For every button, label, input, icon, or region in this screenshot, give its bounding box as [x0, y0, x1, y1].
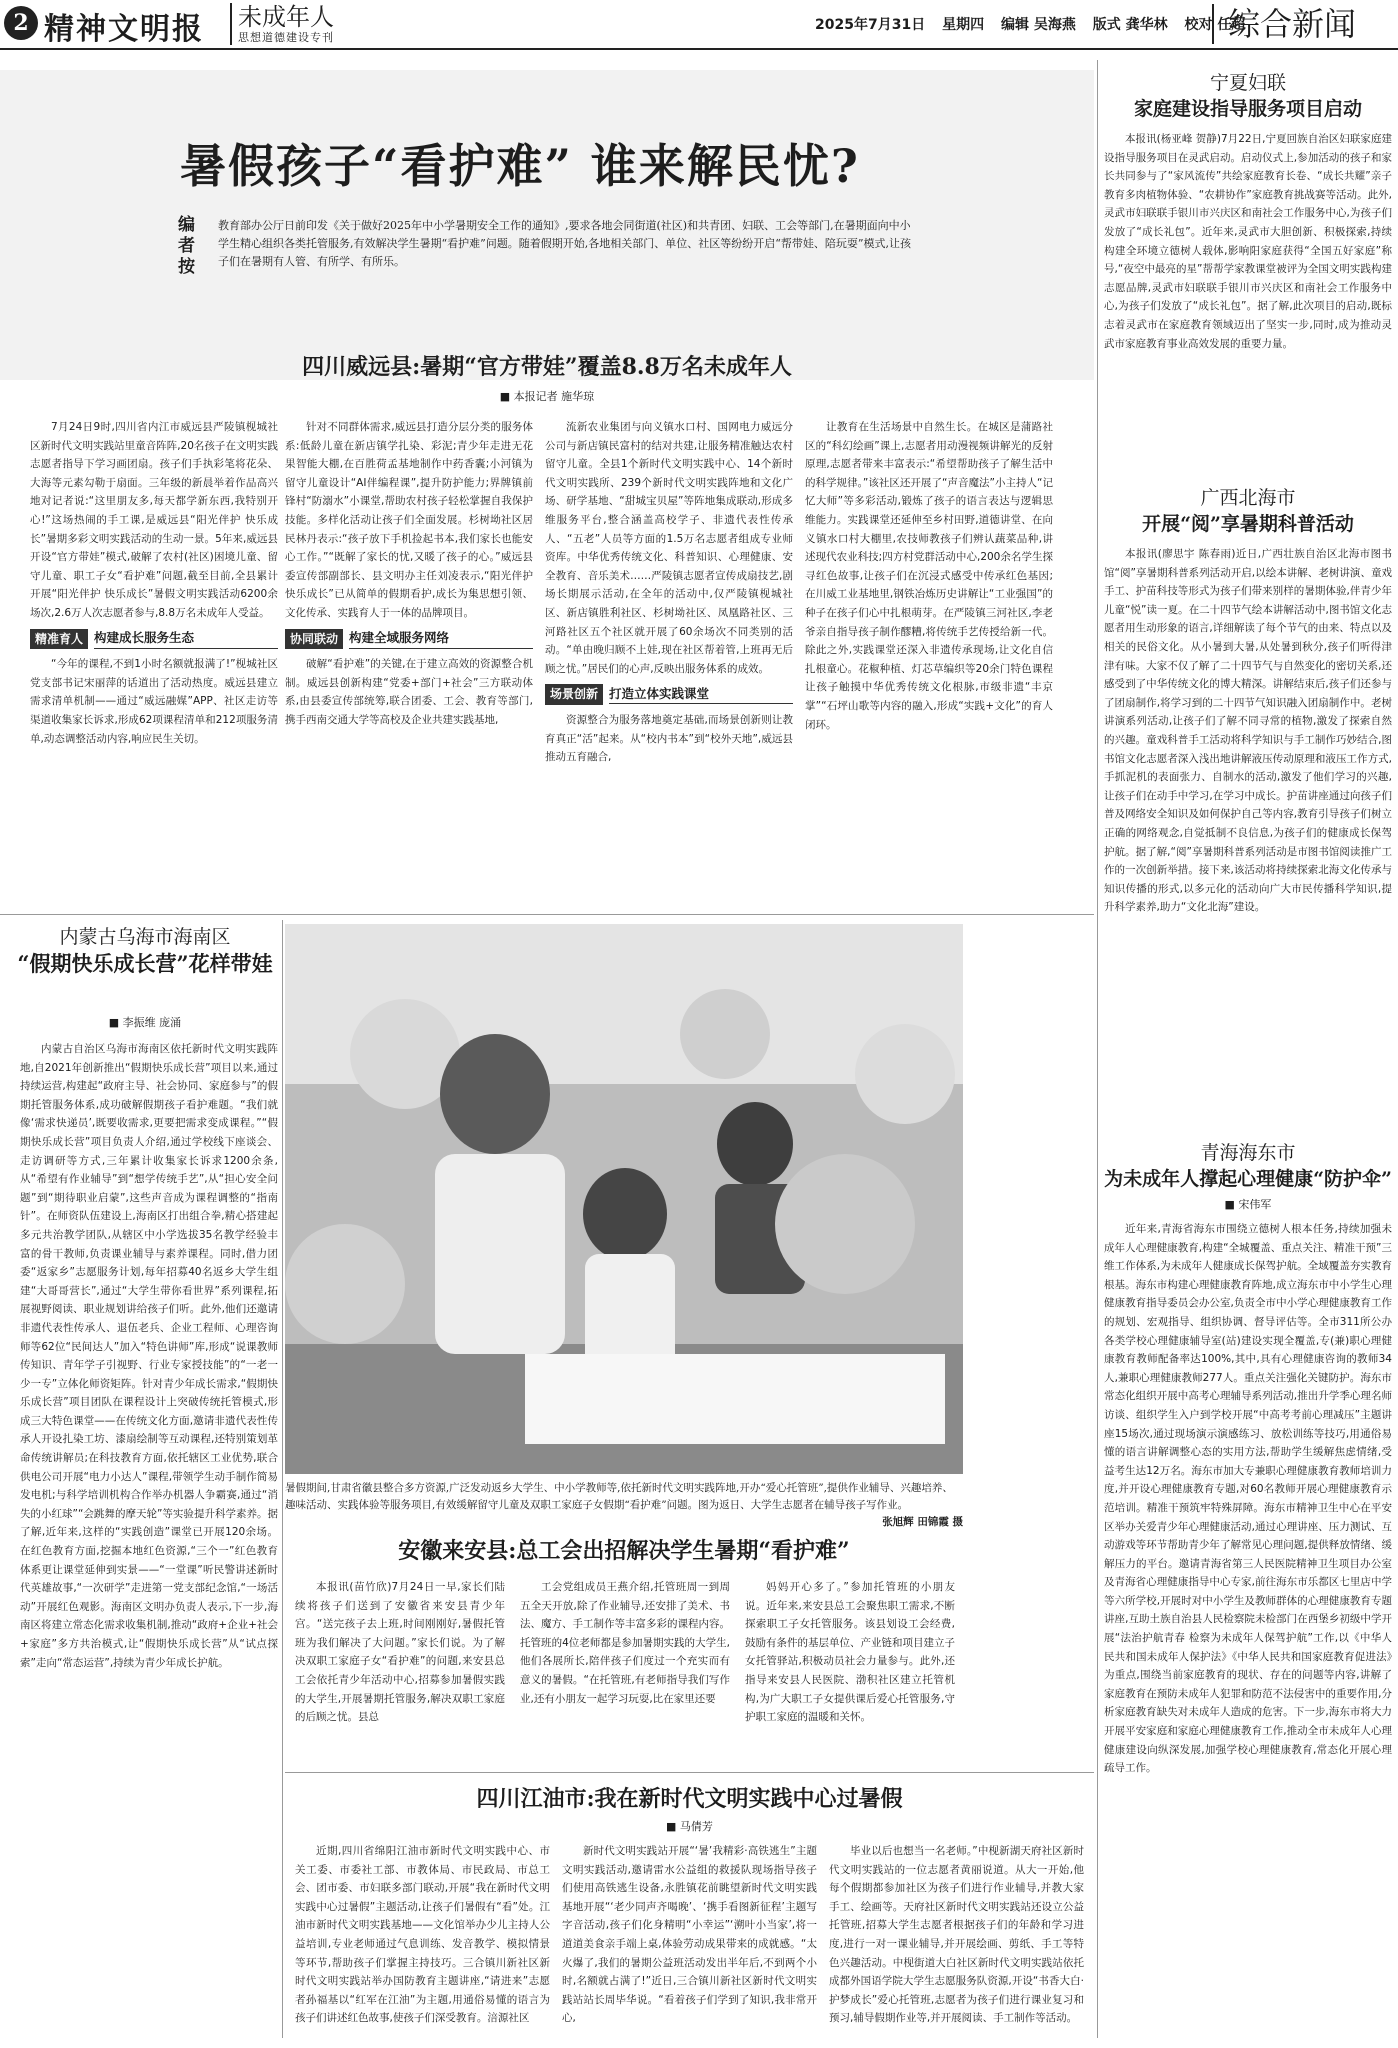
article-weiyuan-col2	[285, 418, 533, 908]
article-neimenggu-title-line2: “假期快乐成长营”花样带娃	[17, 951, 273, 976]
article-anhui-col2	[520, 1578, 730, 1763]
article-anhui-title: 安徽来安县:总工会出招解决学生暑期“看护难”	[398, 1538, 850, 1564]
article-guangxi-title	[1104, 485, 1392, 537]
article-weiyuan-col1	[30, 418, 278, 908]
article-qinghai-body	[1104, 1220, 1392, 2020]
article-qinghai-title-line2: 为未成年人撑起心理健康“防护伞”	[1104, 1168, 1392, 1190]
article-weiyuan-col3	[545, 418, 793, 908]
article-neimenggu-title-line1: 内蒙古乌海市海南区	[59, 926, 231, 948]
paragraph: 本报讯(杨亚峰 贺静)7月22日,宁夏回族自治区妇联家庭建设指导服务项目在灵武启动。启动仪式上,参加活动的孩子和家长共同参与了“家风流传”共绘家庭教育长卷、“成长共耀”亲子教育多肉植物体验、“农耕协作”家庭教育挑战赛等活动。此外,灵武市妇联联手银川市兴庆区和南社会工作服务中心,为孩子们发放了“成长礼包”。近年来,灵武市大胆创新、积极探索,持续构建全环境立德树人载体,影响阳家庭获得“全国五好家庭”称号,“夜空中最亮的星”帮帮学家教课堂被评为全国文明实践构建志愿品牌,灵武市妇联联手银川市兴庆区和南社会工作服务中心,为孩子们发放了“成长礼包”。据了解,此次项目的启动,既标志着灵武市在家庭教育领域迈出了坚实一步,同时,成为推动灵武市家庭教育事业高效发展的重要力量。	[1104, 133, 1392, 350]
paragraph: 破解“看护难”的关键,在于建立高效的资源整合机制。威远县创新构建“党委+部门+社会”三方联动体系,由县委宣传部统筹,联合团委、工会、教育等部门,携手西南交通大学等高校及企业共建实践基地,	[285, 658, 533, 726]
paragraph: 近期,四川省绵阳江油市新时代文明实践中心、市关工委、市委社工部、市教体局、市民政局、市总工会、团市委、市妇联多部门联动,开展“我在新时代文明实践中心过暑假”主题活动,让孩子们暑假有“看”处。江油市新时代文明实践基地——文化馆举办少儿主持人公益培训,专业老师通过气息训练、发音教学、模拟情景等环节,帮助孩子们掌握主持技巧。三合镇川新社区新时代文明实践站举办国防教育主题讲座,“请进来”志愿者孙福基以“红军在江油”为主题,用通俗易懂的语言为孩子们讲述红色故事,使孩子们深受教育。涪源社区	[295, 1845, 550, 2025]
special-issue-subtitle: 思想道德建设专刊	[238, 31, 334, 44]
hero-title: 暑假孩子“看护难” 谁来解民忧?	[180, 139, 860, 193]
article-guangxi-body	[1104, 545, 1392, 1120]
article-anhui-col3	[745, 1578, 955, 1763]
subhead-tag: 精准育人	[30, 629, 88, 650]
article-qinghai-author: ■ 宋伟军	[1224, 1198, 1272, 1211]
subhead	[545, 684, 793, 705]
photo-caption	[285, 1480, 963, 1531]
article-jiangyou-col2	[562, 1842, 817, 2038]
issue-weekday: 星期四	[942, 17, 985, 33]
paragraph: 毕业以后也想当一名老师。”中枧新湖天府社区新时代文明实践站的一位志愿者黄丽说道。从大一开始,他每个假期都参加社区为孩子们进行作业辅导,并教大家手工、绘画等。天府社区新时代文明实践站还设立公益托管班,招募大学生志愿者根据孩子们的年龄和学习进度,进行一对一课业辅导,并开展绘画、剪纸、手工等特色兴趣活动。中枧街道大白社区新时代文明实践站依托成都外国语学院大学生志愿服务队资源,开设“书香大白·护梦成长”爱心托管班,志愿者为孩子们进行课业复习和预习,辅导假期作业等,并开展阅读、手工制作等活动。	[829, 1845, 1084, 2025]
article-neimenggu-author: ■ 李振维 庞涌	[108, 1016, 182, 1029]
paragraph: 工会党组成员王燕介绍,托管班周一到周五全天开放,除了作业辅导,还安排了美术、书法、魔方、手工制作等丰富多彩的课程内容。托管班的4位老师都是参加暑期实践的大学生,他们各展所长,陪伴孩子们度过一个充实而有意义的暑假。“在托管班,有老师指导我们写作业,还有小朋友一起学习玩耍,比在家里还要	[520, 1581, 730, 1705]
paragraph: 新时代文明实践站开展“‘暑’我精彩·高铁逃生”主题文明实践活动,邀请雷水公益组的救援队现场指导孩子们使用高铁逃生设备,永胜镇花前眺望新时代文明实践基地开展“‘老少同声齐喝晚’、‘携手看图新征程’主题写字音活动,孩子们化身精明“小幸运”‘溯叶小当家’,将一道道美食亲手端上桌,体验劳动成果带来的成就感。“太火爆了,我们的暑期公益班活动发出半年后,不到两个小时,名额就占满了!”近日,三合镇川新社区新时代文明实践站站长周毕华说。“看着孩子们学到了知识,我非常开心,	[562, 1845, 817, 2025]
divider	[0, 914, 1094, 915]
subhead-tag: 场景创新	[545, 684, 603, 705]
paragraph: 本报讯(廖思宇 陈春雨)近日,广西壮族自治区北海市图书馆“阅”享暑期科普系列活动开启,以绘本讲解、老树讲演、童戏手工、护苗科技等形式为孩子们带来别样的暑期体验,伴青少年儿童“悦”读一夏。在二十四节气绘本讲解活动中,图书馆文化志愿者用生动形象的语言,详细解读了每个节气的由来、特点以及相关的民俗文化。从小暑到大暑,从处暑到秋分,孩子们听得津津有味。大家不仅了解了二十四节气与自然变化的密切关系,还感受到了中华传统文化的博大精深。讲解结束后,孩子们还参与了团扇制作,将学习到的二十四节气知识融入团扇制作中。老树讲演系列活动,让孩子们了解不同寻常的植物,激发了探索自然的兴趣。童戏科普手工活动将科学知识与手工制作巧妙结合,图书馆文化志愿者深入浅出地讲解液压传动原理和液压工作方式,手抓泥机的表面张力、自制水的活动,激发了他们学习的兴趣,让孩子们在动手中学习,在学习中成长。护苗讲座通过向孩子们普及网络安全知识及如何保护自己等内容,教育引导孩子们树立正确的网络观念,自觉抵制不良信息,为孩子们的健康成长保驾护航。据了解,“阅”享暑期科普系列活动是市图书馆阅读推广工作的一次创新举措。接下来,该活动将持续探索北海文化传承与知识传播的形式,以多元化的活动向广大市民传播科学知识,提升科学素养,助力“文化北海”建设。	[1104, 548, 1392, 914]
subhead	[285, 629, 533, 650]
issue-info	[815, 14, 1257, 34]
photo-tutoring	[285, 924, 963, 1474]
article-ningxia-title-line2: 家庭建设指导服务项目启动	[1133, 98, 1362, 120]
photo-credit: 张旭辉 田锦霞 摄	[882, 1516, 963, 1528]
editor-note-label: 编者按	[178, 215, 195, 277]
issue-layout: 版式 龚华林	[1092, 17, 1168, 33]
subhead-text: 构建成长服务生态	[94, 629, 278, 649]
paragraph: 7月24日9时,四川省内江市威远县严陵镇枧城社区新时代文明实践站里童音阵阵,20名孩子在文明实践志愿者指导下学习画团扇。孩子们手执彩笔将花朵、大海等元素勾勒于扇面。三年级的新晨举着作品高兴地对记者说:“这里朋友多,每天都学新东西,我特别开心!”这场热闹的手工课,是威远县“阳光伴护 快乐成长”暑期多彩文明实践活动的生动一景。5年来,威远县开设“官方带娃”模式,破解了农村(社区)困境儿童、留守儿童、职工子女“看护难”问题,截至目前,全县累计开展“阳光伴护 快乐成长”暑假文明实践活动6200余场次,2.6万人次志愿者参与,8.8万名未成年人受益。	[30, 421, 278, 619]
paragraph: “今年的课程,不到1小时名额就报满了!”枧城社区党支部书记宋丽萍的话道出了活动热度。威远县建立需求清单机制——通过“威远融媒”APP、社区走访等渠道收集家长诉求,形成62项课程清单和212项服务清单,动态调整活动内容,响应民生关切。	[30, 658, 278, 745]
page-number: 2	[4, 6, 38, 40]
right-column	[1104, 70, 1392, 2038]
subhead	[30, 629, 278, 650]
subhead-tag: 协同联动	[285, 629, 343, 650]
article-neimenggu-body	[20, 1040, 278, 2030]
article-ningxia-body	[1104, 130, 1392, 465]
paragraph: 本报讯(苗竹欣)7月24日一早,家长们陆续将孩子们送到了安徽省来安县青少年宫。“送完孩子去上班,时间刚刚好,暑假托管班为我们解决了大问题。”家长们说。为了解决双职工家庭子女“看护难”的问题,来安县总工会依托青少年活动中心,招募参加暑假实践的大学生,开展暑期托管服务,解决双职工家庭的后顾之忧。县总	[295, 1581, 505, 1724]
article-neimenggu-title	[10, 924, 280, 978]
article-guangxi-title-line2: 开展“阅”享暑期科普活动	[1142, 513, 1354, 535]
divider	[1097, 60, 1098, 2038]
subhead-text: 构建全域服务网络	[349, 629, 533, 649]
article-qinghai-title	[1104, 1140, 1392, 1192]
section-name: 综合新闻	[1212, 4, 1356, 44]
issue-proof: 校对 任超	[1184, 17, 1246, 33]
article-weiyuan-col4	[805, 418, 1053, 908]
paper-name: 精神文明报	[44, 12, 204, 47]
special-issue-title	[230, 3, 334, 45]
article-anhui-col1	[295, 1578, 505, 1763]
issue-editor: 编辑 吴海燕	[1000, 17, 1076, 33]
paragraph: 流新农业集团与向义镇水口村、国网电力威远分公司与新店镇民富村的结对共建,让服务精准触达农村留守儿童。全县1个新时代文明实践中心、14个新时代文明实践所、239个新时代文明实践阵地和文化广场、研学基地、“甜城宝贝屋”等阵地集成联动,形成多维服务平台,整合涵盖高校学子、非遗代表性传承人、“五老”人员等方面的1.5万名志愿者组成专业师资库。中华优秀传统文化、科普知识、心理健康、安全教育、音乐美术……严陵镇志愿者宣传成扇技艺,剧场长期展示活动,在全年的活动中,仅严陵镇枧城社区、新店镇胜利社区、杉树坳社区、凤凰路社区、三河路社区五个社区就开展了60余场次不同类别的活动。“单由晚归顾不上娃,现在社区帮着管,上班再无后顾之忧。”居民们的心声,反映出服务体系的成效。	[545, 421, 793, 675]
paragraph: 资源整合为服务落地奠定基础,而场景创新则让教育真正“活”起来。从“校内书本”到“校外天地”,威远县推动五育融合,	[545, 713, 793, 764]
special-issue-name: 未成年人	[238, 3, 334, 31]
paragraph: 针对不同群体需求,威远县打造分层分类的服务体系:低龄儿童在新店镇学扎染、彩泥;青少年走进无花果智能大棚,在百胜荷孟基地制作中药香囊;小河镇为留守儿童设计“AI伴编程课”,提升防护能力;界牌镇前锋村“防溺水”小课堂,帮助农村孩子轻松掌握自我保护技能。多样化活动让孩子们全面发展。杉树坳社区居民林丹表示:“孩子放下手机捡起书本,我们家长也能安心工作。”“既解了家长的忧,又暖了孩子的心。”威远县委宣传部副部长、县文明办主任刘凌表示,“阳光伴护 快乐成长”已从简单的假期看护,成长为集思想引领、文化传承、实践育人于一体的品牌项目。	[285, 421, 533, 619]
divider	[285, 1772, 1094, 1773]
article-ningxia-title	[1104, 70, 1392, 122]
editor-note-text: 教育部办公厅日前印发《关于做好2025年中小学暑期安全工作的通知》,要求各地会同街道(社区)和共青团、妇联、工会等部门,在暑期面向中小学生精心组织各类托管服务,有效解决学生暑期“看护难”问题。随着假期开始,各地相关部门、单位、社区等纷纷开启“帮带娃、陪玩耍”模式,让孩子们在暑期有人管、有所学、有所乐。	[218, 219, 911, 268]
subhead-text: 打造立体实践课堂	[609, 685, 793, 705]
paragraph: 让教育在生活场景中自然生长。在城区是蒲路社区的“科幻绘画”课上,志愿者用动漫视频讲解光的反射原理,志愿者带来丰富表示:“希望帮助孩子了解生活中的科学规律。”该社区还开展了“声音魔法”小主持人“记忆大师”等多彩活动,锻炼了孩子的语言表达与逻辑思维能力。实践课堂还延伸至乡村田野,道德讲堂、在向义镇水口村大棚里,农技师教孩子们辨认蔬菜品种,讲述现代农业科技;四方村党群活动中心,200余名学生探寻红色故事,让孩子们在沉浸式感受中传承红色基因;在川威工业基地里,钢铁冶炼历史讲解让“工业强国”的种子在孩子们心中扎根萌芽。在严陵镇三河社区,李老爷亲自指导孩子制作醪糟,将传统手艺传授给新一代。除此之外,实践课堂还深入非遗传承现场,让文化自信扎根童心。花椒种植、灯芯草编织等20余门特色课程让孩子触摸中华优秀传统文化根脉,市级非遗“丰京掌”“石坪山歌等内容的融入,形成“实践+文化”的育人闭环。	[805, 421, 1053, 731]
photo-caption-text: 暑假期间,甘肃省徽县整合多方资源,广泛发动返乡大学生、中小学教师等,依托新时代文明实践阵地,开办“爱心托管班”,提供作业辅导、兴趣培养、趣味活动、实践体验等服务项目,有效缓解留守儿童及双职工家庭子女假期“看护难”问题。图为返日、大学生志愿者在辅导孩子写作业。	[285, 1482, 953, 1511]
divider	[282, 920, 283, 2038]
article-jiangyou-col1	[295, 1842, 550, 2038]
issue-date: 2025年7月31日	[815, 17, 926, 33]
article-weiyuan-title: 四川威远县:暑期“官方带娃”覆盖8.8万名未成年人	[302, 354, 792, 380]
paragraph: 内蒙古自治区乌海市海南区依托新时代文明实践阵地,自2021年创新推出“假期快乐成长营”项目以来,通过持续运营,构建起“政府主导、社会协同、家庭参与”的假期托管服务体系,成功破解假期孩子看护难题。“我们就像‘需求快递员’,既要收需求,更要把需求变成课程。”“假期快乐成长营”项目负责人介绍,通过学校线下座谈会、走访调研等方式,三年累计收集家长诉求1200余条,从“希望有作业辅导”到“想学传统手艺”,从“担心安全问题”到“期待职业启蒙”,这些声音成为课程调整的“指南针”。在师资队伍建设上,海南区打出组合拳,精心搭建起多元共治教学团队,从辖区中小学选拔35名教学经验丰富的骨干教师,负责课业辅导与素养课程。同时,借力团委“返家乡”志愿服务计划,每年招募40名返乡大学生组建“大哥哥营长”,通过“大学生带你看世界”系列课程,拓展视野阅读、职业规划讲给孩子们听。此外,他们还邀请非遗代表性传承人、退伍老兵、企业工程师、心理咨询师等62位“民间达人”加入“特色讲师”库,形成“说课教师传知识、青年学子引视野、行业专家授技能”的“一老一少一专”立体化师资矩阵。针对青少年成长需求,“假期快乐成长营”项目团队在课程设计上突破传统托管模式,形成三大特色课堂——在传统文化方面,邀请非遗代表性传承人开设扎染工坊、漆扇绘制等互动课程,还特别策划革命传统讲解员;在科技教育方面,依托辖区工业优势,联合供电公司开展“电力小达人”课程,带领学生动手制作简易发电机;与科学培训机构合作举办机器人争霸赛,通过“消失的小红球”“会跳舞的摩天轮”等实验提升科学素养。据了解,近年来,这样的“实践创造”课堂已开展120余场。在红色教育方面,挖掘本地红色资源,“三个一”红色教育体系更让课堂延伸到实景——“一堂课”听民警讲述新时代英雄故事,“一次研学”走进第一党支部纪念馆,“一场活动”开展红色观影。海南区文明办负责人表示,下一步,海南区将建立常态化需求收集机制,推动“政府+企业+社会+家庭”多方共治模式,让“假期快乐成长营”从“试点探索”走向“常态运营”,持续为青少年成长护航。	[20, 1043, 278, 1669]
article-guangxi-title-line1: 广西北海市	[1200, 487, 1296, 509]
article-ningxia-title-line1: 宁夏妇联	[1209, 72, 1286, 94]
article-jiangyou-title: 四川江油市:我在新时代文明实践中心过暑假	[476, 1786, 903, 1812]
paragraph: 近年来,青海省海东市围绕立德树人根本任务,持续加强未成年人心理健康教育,构建“全城覆盖、重点关注、精准干预”三维工作体系,为未成年人健康成长保驾护航。全域覆盖夯实教育根基。海东市构建心理健康教育阵地,成立海东市中小学生心理健康教育指导委员会办公室,负责全市中小学心理健康教育工作的规划、宏观指导、组织协调、督导评估等。全市311所公办各类学校心理健康辅导室(站)建设实现全覆盖,专(兼)职心理健康教育教师配备率达100%,其中,具有心理健康咨询的教师34人,兼职心理健康教师277人。重点关注强化关键防护。海东市常态化组织开展中高考心理辅导系列活动,推出升学季心理名师访谈、组织学生入户到学校开展“中高考考前心理减压”主题讲座15场次,通过现场演示演感练习、放松训练等技巧,用通俗易懂的语言讲解调整心态的实用方法,帮助学生缓解焦虑情绪,受益考生达12万名。海东市加大专兼职心理健康教育教师培训力度,并开设心理健康教育专题,对60名教师开展心理健康教育示范培训。精准干预筑牢特殊屏障。海东市精神卫生中心在平安区举办关爱青少年心理健康活动,通过心理讲座、压力测试、互动游戏等环节帮助青少年了解常见心理问题,提供释放情绪、缓解压力的平台。邀请青海省第三人民医院精神卫生项目办公室及青海省心理健康指导中心专家,前往海东市乐都区七里店中学等六所学校,开展时对中小学生及教师群体的心理健康教育专题讲座,互助土族自治县人民检察院未检部门在西堡乡初级中学开展“法治护航青春 检察为未成年人保驾护航”工作,以《中华人民共和国未成年人保护法》《中华人民共和国家庭教育促进法》为重点,围绕当前家庭教育的现状、存在的问题等内容,讲解了家庭教育在预防未成年人犯罪和防范不法侵害中的重要作用,分析家庭教育缺失对未成年人造成的危害。下一步,海东市将大力开展平安家庭和家庭心理健康教育工作,推动全市未成年人心理健康建设向纵深发展,加强学校心理健康教育,常态化开展心理疏导工作。	[1104, 1223, 1392, 1775]
article-qinghai-title-line1: 青海海东市	[1200, 1142, 1296, 1164]
masthead	[0, 0, 1398, 50]
article-weiyuan-author: ■ 本报记者 施华琼	[499, 390, 595, 403]
paragraph: 妈妈开心多了。”参加托管班的小朋友说。近年来,来安县总工会聚焦职工需求,不断探索职工子女托管服务。该县划设工会经费,鼓励有条件的基层单位、产业链和项目建立子女托管驿站,积极动员社会力量参与。此外,还指导来安县人民医院、渤积社区建立托管机构,为广大职工子女提供课后爱心托管服务,守护职工家庭的温暖和关怀。	[745, 1581, 955, 1724]
photo-illustration	[285, 924, 963, 1474]
article-jiangyou-author: ■ 马倩芳	[666, 1820, 713, 1833]
article-jiangyou-col3	[829, 1842, 1084, 2038]
